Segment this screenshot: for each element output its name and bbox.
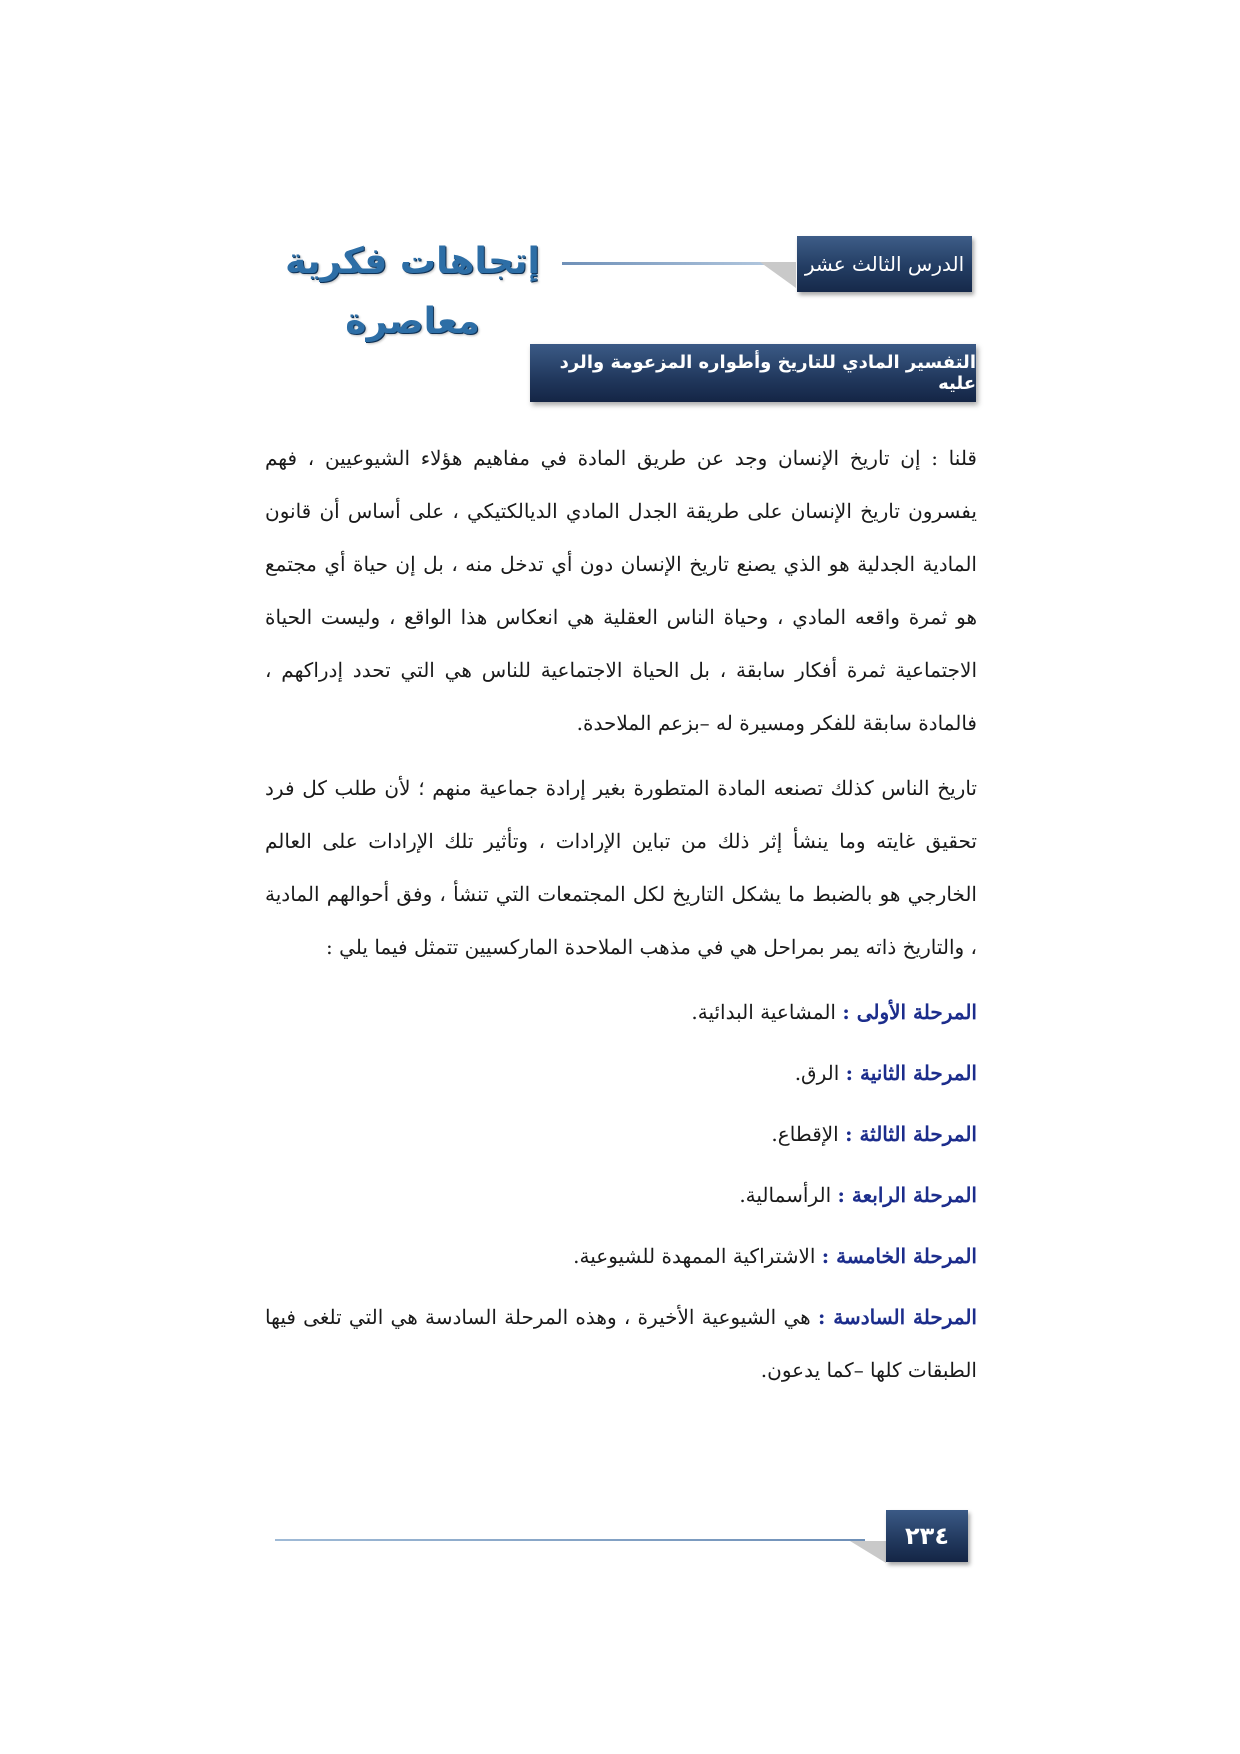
stage-5-label: المرحلة الخامسة : <box>821 1244 977 1268</box>
lesson-badge <box>797 236 972 292</box>
stage-6 <box>265 1291 977 1397</box>
stage-2-text: الرق. <box>794 1061 840 1085</box>
stage-5 <box>265 1230 977 1283</box>
section-title: التفسير المادي للتاريخ وأطواره المزعومة والرد عليه <box>559 352 976 394</box>
stage-6-label: المرحلة السادسة : <box>817 1305 977 1329</box>
stage-1 <box>265 986 977 1039</box>
body-text <box>265 432 977 1405</box>
stage-5-text: الاشتراكية الممهدة للشيوعية. <box>573 1244 816 1268</box>
stage-3-label: المرحلة الثالثة : <box>845 1122 977 1146</box>
stage-3 <box>265 1108 977 1161</box>
header-divider-tip <box>760 262 796 288</box>
stage-4-label: المرحلة الرابعة : <box>837 1183 977 1207</box>
stage-2 <box>265 1047 977 1100</box>
stage-2-label: المرحلة الثانية : <box>845 1061 977 1085</box>
stage-6-text: هي الشيوعية الأخيرة ، وهذه المرحلة السادسة هي التي تلغى فيها الطبقات كلها –كما يدعون. <box>265 1305 977 1382</box>
section-banner <box>530 344 976 402</box>
lesson-label: الدرس الثالث عشر <box>804 252 965 276</box>
stage-4-text: الرأسمالية. <box>739 1183 832 1207</box>
stage-1-label: المرحلة الأولى : <box>842 1000 977 1024</box>
stage-1-text: المشاعية البدائية. <box>691 1000 836 1024</box>
paragraph-2: تاريخ الناس كذلك تصنعه المادة المتطورة بغير إرادة جماعية منهم ؛ لأن طلب كل فرد تحقيق غايته وما ينشأ إثر ذلك من تباين الإرادات ، وتأثير تلك الإرادات على العالم الخارجي هو بالضبط ما يشكل التاريخ لكل المجتمعات التي تنشأ ، وفق أحوالهم المادية ، والتاريخ ذاته يمر بمراحل هي في مذهب الملاحدة الماركسيين تتمثل فيما يلي : <box>265 776 977 959</box>
stage-4 <box>265 1169 977 1222</box>
footer-divider <box>275 1539 865 1541</box>
footer-divider-tip <box>850 1541 886 1563</box>
paragraph-1: قلنا : إن تاريخ الإنسان وجد عن طريق المادة في مفاهيم هؤلاء الشيوعيين ، فهم يفسرون تاريخ الإنسان على طريقة الجدل المادي الديالكتيكي ، على أساس أن قانون المادية الجدلية هو الذي يصنع تاريخ الإنسان دون أي تدخل منه ، بل إن حياة أي مجتمع هو ثمرة واقعه المادي ، وحياة الناس العقلية هي انعكاس هذا الواقع ، وليست الحياة الاجتماعية ثمرة أفكار سابقة ، بل الحياة الاجتماعية للناس هي التي تحدد إدراكهم ، فالمادة سابقة للفكر ومسيرة له –بزعم الملاحدة. <box>265 446 977 735</box>
stage-3-text: الإقطاع. <box>771 1122 839 1146</box>
page-number: ٢٣٤ <box>886 1510 968 1562</box>
book-title: إتجاهات فكرية معاصرة <box>285 241 540 342</box>
